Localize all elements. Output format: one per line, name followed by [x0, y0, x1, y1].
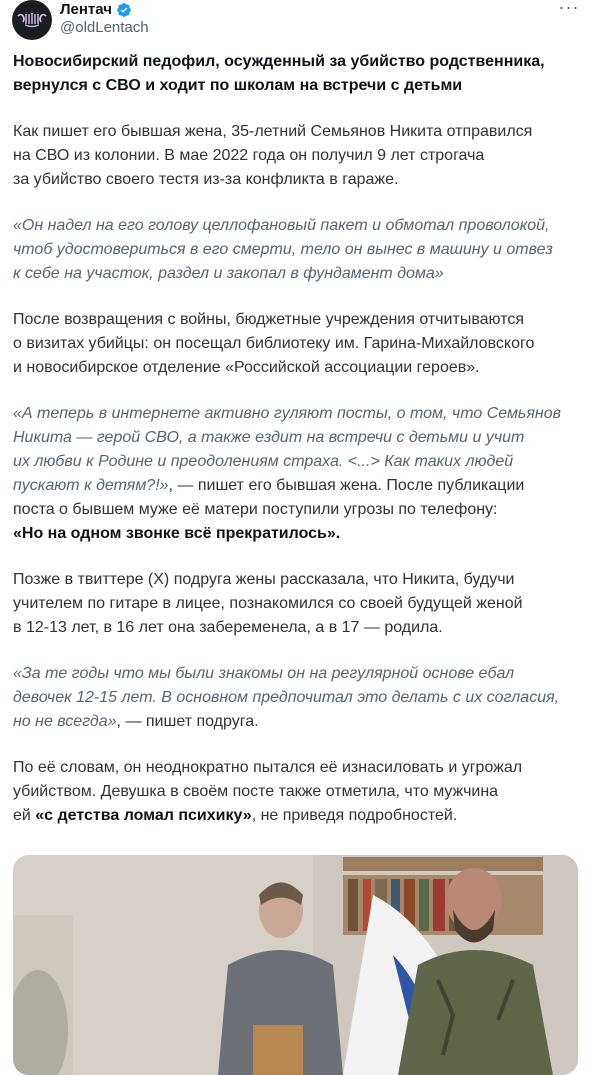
paragraph-3: [13, 308, 578, 380]
handle[interactable]: @oldLentach: [60, 19, 149, 36]
quote-line: девочек 12-15 лет. В основном предпочитал это делать с их согласия,: [13, 689, 560, 706]
quote-paragraph-4: [13, 402, 578, 546]
quote-paragraph-2: [13, 214, 578, 286]
text-fragment: , — пишет подруга.: [116, 713, 259, 730]
mixed-line: [13, 804, 578, 828]
text-line: на СВО из колонии. В мае 2022 года он получил 9 лет строгача: [13, 147, 485, 164]
text-fragment: , — пишет его бывшая жена. После публикации: [168, 477, 525, 494]
text-line: После возвращения с войны, бюджетные учреждения отчитываются: [13, 311, 524, 328]
display-name[interactable]: Лентач: [60, 1, 112, 18]
lentach-logo-icon: [12, 0, 52, 40]
text-line: за убийство своего тестя из-за конфликта в гараже.: [13, 171, 399, 188]
bold-fragment: «с детства ломал психику»: [35, 807, 252, 824]
text-line: Позже в твиттере (X) подруга жены рассказала, что Никита, будучи: [13, 571, 515, 588]
paragraph-7: [13, 756, 578, 828]
mixed-line: [13, 474, 578, 498]
verified-badge-icon: [116, 2, 132, 18]
text-fragment: .: [335, 525, 341, 542]
photo-scene: [13, 855, 578, 1075]
avatar[interactable]: [12, 0, 52, 40]
text-line: и новосибирское отделение «Российской ассоциации героев».: [13, 359, 480, 376]
text-line: По её словам, он неоднократно пытался её изнасиловать и угрожал: [13, 759, 523, 776]
quote-line: к себе на участок, раздел и закопал в фундамент дома»: [13, 265, 444, 282]
quote-fragment: пускают к детям?!»: [13, 477, 169, 494]
quote-line: «За те годы что мы были знакомы он на регулярной основе ебал: [13, 665, 515, 682]
text-line: учителем по гитаре в лицее, познакомился со своей будущей женой: [13, 595, 523, 612]
post-photo[interactable]: [13, 855, 578, 1075]
mixed-line: [13, 522, 578, 546]
text-fragment: , не приведя подробностей.: [251, 807, 458, 824]
post-headline: Новосибирский педофил, осужденный за убийство родственника, вернулся с СВО и ходит по школам на встречи с детьми: [13, 53, 545, 94]
quote-paragraph-6: [13, 662, 578, 734]
more-options-icon[interactable]: ···: [558, 0, 580, 17]
name-row: [60, 0, 132, 20]
text-line: в 12-13 лет, в 16 лет она забеременела, а в 17 — родила.: [13, 619, 443, 636]
paragraph-5: [13, 568, 578, 640]
text-fragment: ей: [13, 807, 36, 824]
text-line: убийством. Девушка в своём посте также отметила, что мужчина: [13, 783, 499, 800]
quote-line: их любви к Родине и преодолениям страха. <...> Как таких людей: [13, 453, 514, 470]
quote-fragment: но не всегда»: [13, 713, 117, 730]
mixed-line: [13, 710, 578, 734]
post-header: [0, 0, 603, 44]
post-body: [13, 50, 578, 828]
text-line: Как пишет его бывшая жена, 35-летний Семьянов Никита отправился: [13, 123, 533, 140]
quote-line: «А теперь в интернете активно гуляют посты, о том, что Семьянов: [13, 405, 561, 422]
quote-line: Никита — герой СВО, а также ездит на встречи с детьми и учит: [13, 429, 525, 446]
text-line: поста о бывшем муже её матери поступили угрозы по телефону:: [13, 501, 498, 518]
paragraph-1: [13, 120, 578, 192]
quote-line: «Он надел на его голову целлофановый пакет и обмотал проволокой,: [13, 217, 550, 234]
bold-fragment: «Но на одном звонке всё прекратилось»: [13, 525, 336, 542]
text-line: о визитах убийцы: он посещал библиотеку им. Гарина-Михайловского: [13, 335, 535, 352]
quote-line: чтоб удостовериться в его смерти, тело он вынес в машину и отвез: [13, 241, 553, 258]
